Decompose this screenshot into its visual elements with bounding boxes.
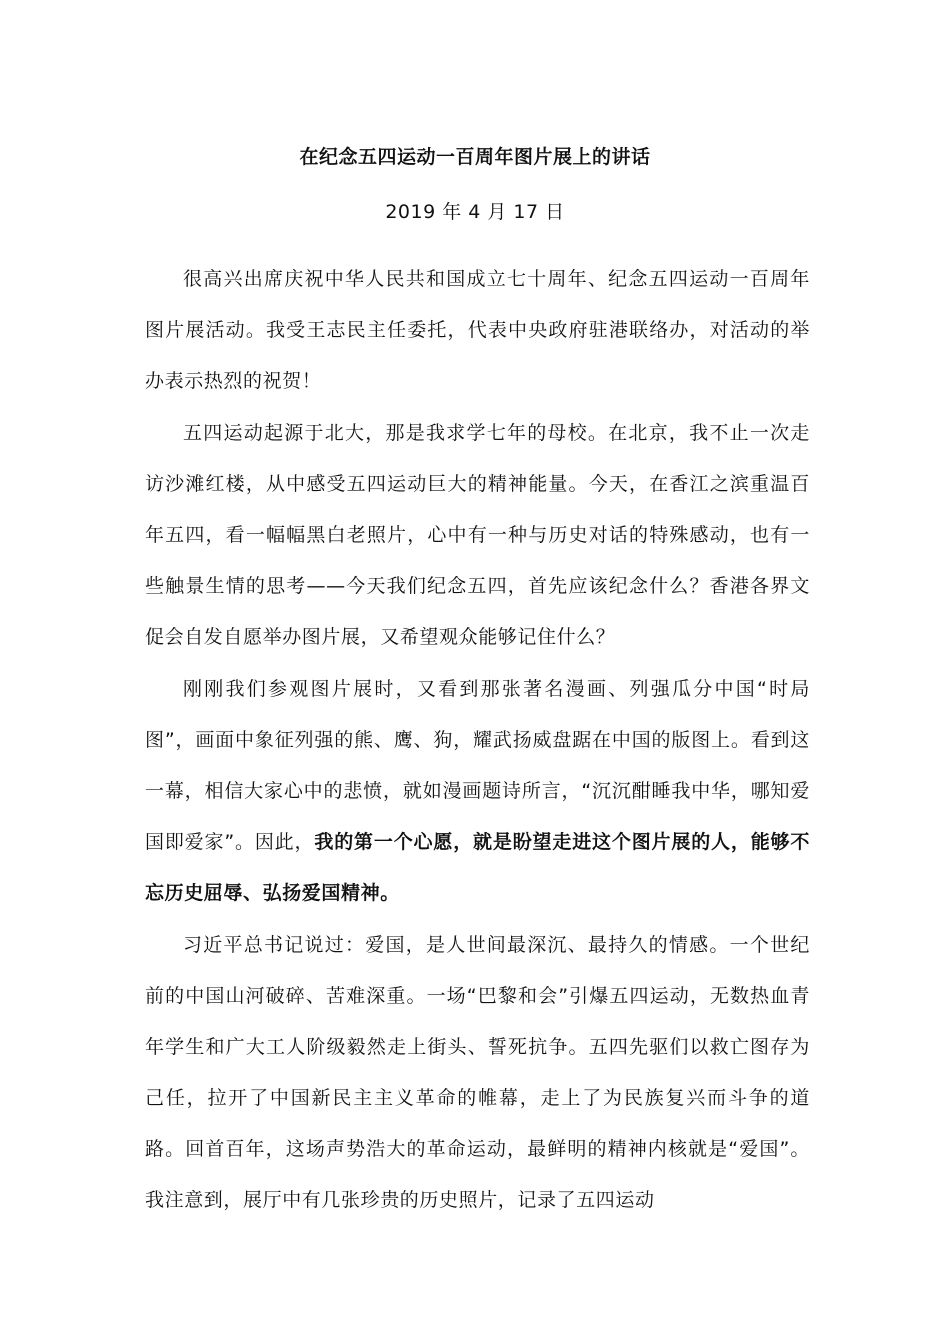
paragraph-1 — [145, 254, 810, 407]
paragraph-1-text: 很高兴出席庆祝中华人民共和国成立七十周年、纪念五四运动一百周年图片展活动。我受王志民主任委托，代表中央政府驻港联络办，对活动的举办表示热烈的祝贺！ — [145, 268, 810, 392]
document-body — [145, 254, 810, 1226]
paragraph-3 — [145, 664, 810, 919]
paragraph-2-text: 五四运动起源于北大，那是我求学七年的母校。在北京，我不止一次走访沙滩红楼，从中感受五四运动巨大的精神能量。今天，在香江之滨重温百年五四，看一幅幅黑白老照片，心中有一种与历史对话的特殊感动，也有一些触景生情的思考——今天我们纪念五四，首先应该纪念什么？香港各界文促会自发自愿举办图片展，又希望观众能够记住什么？ — [145, 422, 810, 648]
document-title: 在纪念五四运动一百周年图片展上的讲话 — [299, 146, 651, 168]
document-date: 2019 年 4 月 17 日 — [385, 201, 565, 223]
paragraph-2 — [145, 408, 810, 663]
paragraph-4 — [145, 920, 810, 1226]
paragraph-4-text: 习近平总书记说过：爱国，是人世间最深沉、最持久的情感。一个世纪前的中国山河破碎、苦难深重。一场“巴黎和会”引爆五四运动，无数热血青年学生和广大工人阶级毅然走上街头、誓死抗争。五四先驱们以救亡图存为己任，拉开了中国新民主主义革命的帷幕，走上了为民族复兴而斗争的道路。回首百年，这场声势浩大的革命运动，最鲜明的精神内核就是“爱国”。我注意到，展厅中有几张珍贵的历史照片，记录了五四运动 — [145, 934, 810, 1211]
paragraph-3-emphasis: 我的第一个心愿，就是盼望走进这个图片展的人，能够不忘历史屈辱、弘扬爱国精神。 — [145, 831, 810, 904]
paragraph-3-text: 刚刚我们参观图片展时，又看到那张著名漫画、列强瓜分中国“时局图”，画面中象征列强的熊、鹰、狗，耀武扬威盘踞在中国的版图上。看到这一幕，相信大家心中的悲愤，就如漫画题诗所言，“沉沉酣睡我中华，哪知爱国即爱家”。因此， — [145, 678, 810, 853]
